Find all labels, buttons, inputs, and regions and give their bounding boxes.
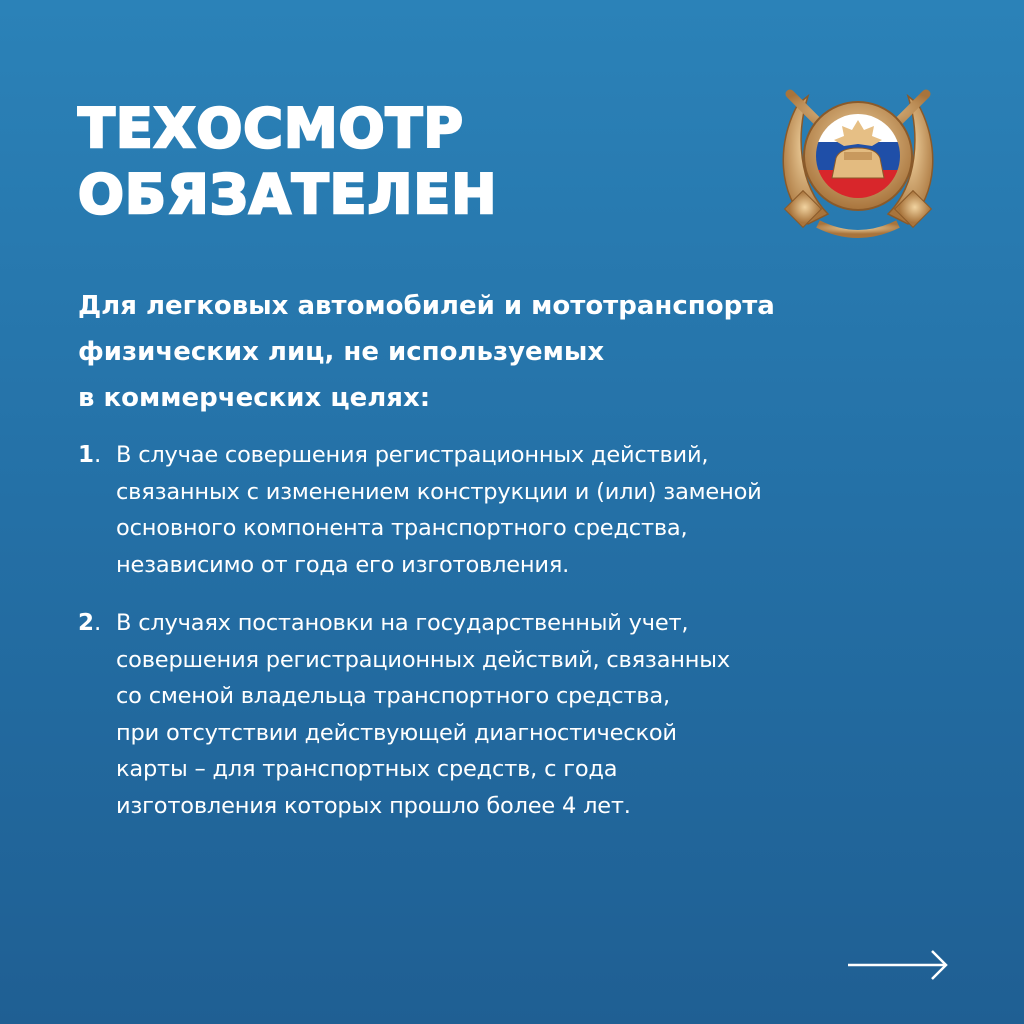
subtitle-line: физических лиц, не используемых bbox=[78, 337, 605, 367]
title-line: ОБЯЗАТЕЛЕН bbox=[78, 163, 498, 226]
gibdd-emblem-icon bbox=[768, 74, 948, 244]
list-item-number: 1. bbox=[78, 442, 102, 468]
list-item-line: при отсутствии действующей диагностической bbox=[116, 719, 677, 746]
list-item-number: 2. bbox=[78, 610, 102, 636]
list-item-line: карты – для транспортных средств, с года bbox=[116, 756, 618, 782]
page-title bbox=[78, 96, 497, 228]
list-item-line: изготовления которых прошло более 4 лет. bbox=[116, 792, 631, 819]
list-item-line: В случае совершения регистрационных действий, bbox=[116, 442, 709, 468]
list-item-line: основного компонента транспортного средства, bbox=[116, 515, 688, 541]
list-item-line: совершения регистрационных действий, связанных bbox=[116, 646, 730, 673]
list-item bbox=[78, 437, 978, 583]
subtitle bbox=[78, 283, 958, 421]
subtitle-line: Для легковых автомобилей и мототранспорта bbox=[78, 291, 775, 321]
list-item bbox=[78, 605, 978, 824]
arrow-right-icon[interactable] bbox=[846, 945, 950, 985]
subtitle-line: в коммерческих целях: bbox=[78, 383, 431, 413]
list-item-line: связанных с изменением конструкции и (или) заменой bbox=[116, 478, 762, 505]
title-line: ТЕХОСМОТР bbox=[78, 97, 464, 160]
list-item-line: независимо от года его изготовления. bbox=[116, 551, 570, 578]
requirements-list bbox=[78, 437, 978, 846]
list-item-line: со сменой владельца транспортного средства, bbox=[116, 683, 670, 709]
list-item-line: В случаях постановки на государственный учет, bbox=[116, 610, 689, 636]
